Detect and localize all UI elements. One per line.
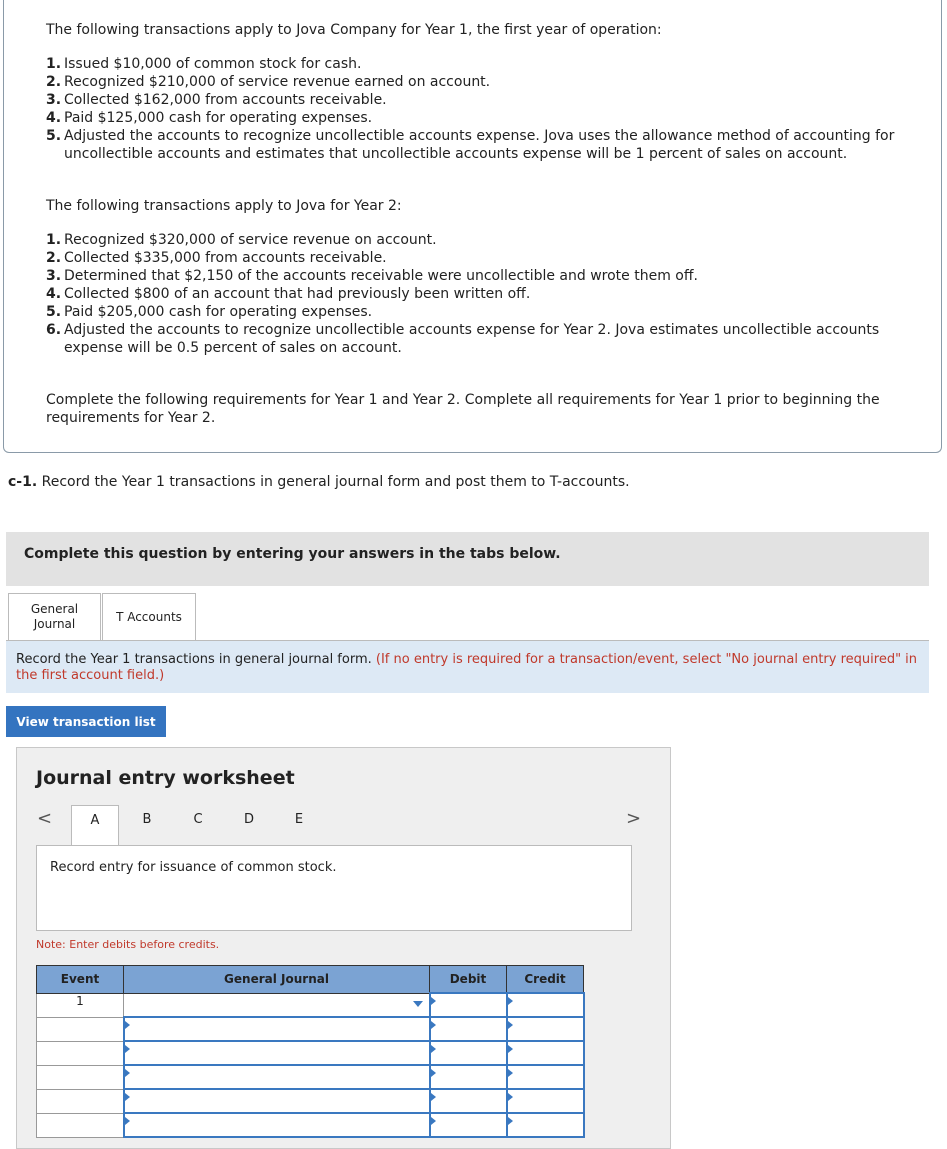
credit-input[interactable] — [507, 1041, 584, 1065]
debit-input[interactable] — [430, 1041, 507, 1065]
instruction-text: Record the Year 1 transactions in general journal form. — [16, 652, 372, 667]
tab-entry-d[interactable]: D — [243, 812, 254, 827]
debit-input[interactable] — [430, 1089, 507, 1113]
debit-input[interactable] — [430, 1017, 507, 1041]
entry-description: Record entry for issuance of common stock. — [50, 860, 337, 875]
event-cell — [37, 1017, 124, 1041]
cell-marker-icon — [125, 1045, 130, 1053]
requirement-label: c-1. — [8, 474, 38, 490]
cell-marker-icon — [125, 1069, 130, 1077]
tab-general-journal[interactable]: General Journal — [8, 593, 101, 640]
tab-entry-c[interactable]: C — [193, 812, 203, 827]
cell-marker-icon — [508, 1093, 513, 1101]
credit-input[interactable] — [507, 1089, 584, 1113]
table-row — [37, 993, 584, 1017]
account-select[interactable] — [124, 993, 430, 1017]
list-item: 2. Collected $335,000 from accounts receivable. — [46, 250, 387, 266]
dropdown-arrow-icon[interactable] — [413, 1001, 423, 1007]
cell-marker-icon — [431, 1117, 436, 1125]
journal-worksheet — [16, 747, 671, 1149]
tab-entry-a[interactable]: A — [71, 805, 119, 845]
tab-entry-e[interactable]: E — [294, 812, 304, 827]
worksheet-title: Journal entry worksheet — [36, 767, 295, 789]
tab-entry-b[interactable]: B — [142, 812, 152, 827]
tabs-banner: Complete this question by entering your answers in the tabs below. — [6, 532, 929, 586]
table-row — [37, 1041, 584, 1065]
cell-marker-icon — [431, 1045, 436, 1053]
view-transaction-list-button[interactable]: View transaction list — [6, 706, 166, 737]
account-select[interactable] — [124, 1113, 430, 1137]
debit-credit-note: Note: Enter debits before credits. — [36, 938, 220, 951]
account-select[interactable] — [124, 1089, 430, 1113]
event-cell — [37, 1089, 124, 1113]
cell-marker-icon — [508, 1117, 513, 1125]
credit-input[interactable] — [507, 1017, 584, 1041]
account-select[interactable] — [124, 1041, 430, 1065]
event-cell — [37, 1041, 124, 1065]
credit-input[interactable] — [507, 993, 584, 1017]
cell-marker-icon — [431, 1021, 436, 1029]
table-row — [37, 1089, 584, 1113]
intro-year1: The following transactions apply to Jova Company for Year 1, the first year of operation: — [46, 22, 662, 38]
intro-requirements: Complete the following requirements for Year 1 and Year 2. Complete all requirements for Year 1 prior to beginning the requirements for Year 2. — [46, 392, 880, 426]
debit-input[interactable] — [430, 993, 507, 1017]
list-item: 6. Adjusted the accounts to recognize uncollectible accounts expense for Year 2. Jova estimates uncollectible accounts expense will be 0.5 percent of sales on account. — [46, 322, 880, 356]
event-cell — [37, 1113, 124, 1137]
list-item: 3. Determined that $2,150 of the accounts receivable were uncollectible and wrote them off. — [46, 268, 698, 284]
list-item: 3. Collected $162,000 from accounts receivable. — [46, 92, 387, 108]
tab-t-accounts[interactable]: T Accounts — [102, 593, 196, 640]
cell-marker-icon — [431, 1093, 436, 1101]
cell-marker-icon — [125, 1093, 130, 1101]
requirement — [8, 474, 630, 490]
credit-input[interactable] — [507, 1113, 584, 1137]
list-item: 4. Paid $125,000 cash for operating expenses. — [46, 110, 373, 126]
debit-input[interactable] — [430, 1065, 507, 1089]
cell-marker-icon — [508, 1021, 513, 1029]
cell-marker-icon — [508, 1069, 513, 1077]
account-select[interactable] — [124, 1017, 430, 1041]
account-select[interactable] — [124, 1065, 430, 1089]
header-general-journal: General Journal — [124, 966, 430, 994]
list-item: 1. Issued $10,000 of common stock for cash. — [46, 56, 362, 72]
cell-marker-icon — [431, 997, 436, 1005]
list-item: 2. Recognized $210,000 of service revenue earned on account. — [46, 74, 491, 90]
requirement-text: Record the Year 1 transactions in general journal form and post them to T-accounts. — [41, 474, 630, 490]
prev-arrow-icon[interactable]: < — [37, 808, 53, 829]
debit-input[interactable] — [430, 1113, 507, 1137]
header-credit: Credit — [507, 966, 584, 994]
list-item: 5. Adjusted the accounts to recognize uncollectible accounts expense. Jova uses the allowance method of accounting for uncollectible accounts and estimates that uncollectible accounts expense will be 1 percent of sales on account. — [46, 128, 895, 162]
instruction-bar — [6, 641, 929, 693]
event-cell: 1 — [37, 993, 124, 1017]
cell-marker-icon — [508, 1045, 513, 1053]
table-row — [37, 1113, 584, 1137]
list-item: 1. Recognized $320,000 of service revenue on account. — [46, 232, 437, 248]
year1-list — [46, 55, 906, 163]
instruction-hint: (If no entry is required for a transaction/event, select "No journal entry required" in the first account field.) — [16, 652, 918, 683]
header-event: Event — [37, 966, 124, 994]
event-cell — [37, 1065, 124, 1089]
cell-marker-icon — [125, 1021, 130, 1029]
list-item: 5. Paid $205,000 cash for operating expenses. — [46, 304, 373, 320]
cell-marker-icon — [508, 997, 513, 1005]
cell-marker-icon — [125, 1117, 130, 1125]
credit-input[interactable] — [507, 1065, 584, 1089]
table-row — [37, 1065, 584, 1089]
entry-description-box — [36, 845, 632, 931]
list-item: 4. Collected $800 of an account that had previously been written off. — [46, 286, 531, 302]
table-row — [37, 1017, 584, 1041]
year2-list — [46, 231, 906, 357]
journal-table — [36, 965, 585, 1138]
cell-marker-icon — [431, 1069, 436, 1077]
intro-year2: The following transactions apply to Jova for Year 2: — [46, 198, 402, 214]
next-arrow-icon[interactable]: > — [626, 808, 642, 829]
header-debit: Debit — [430, 966, 507, 994]
